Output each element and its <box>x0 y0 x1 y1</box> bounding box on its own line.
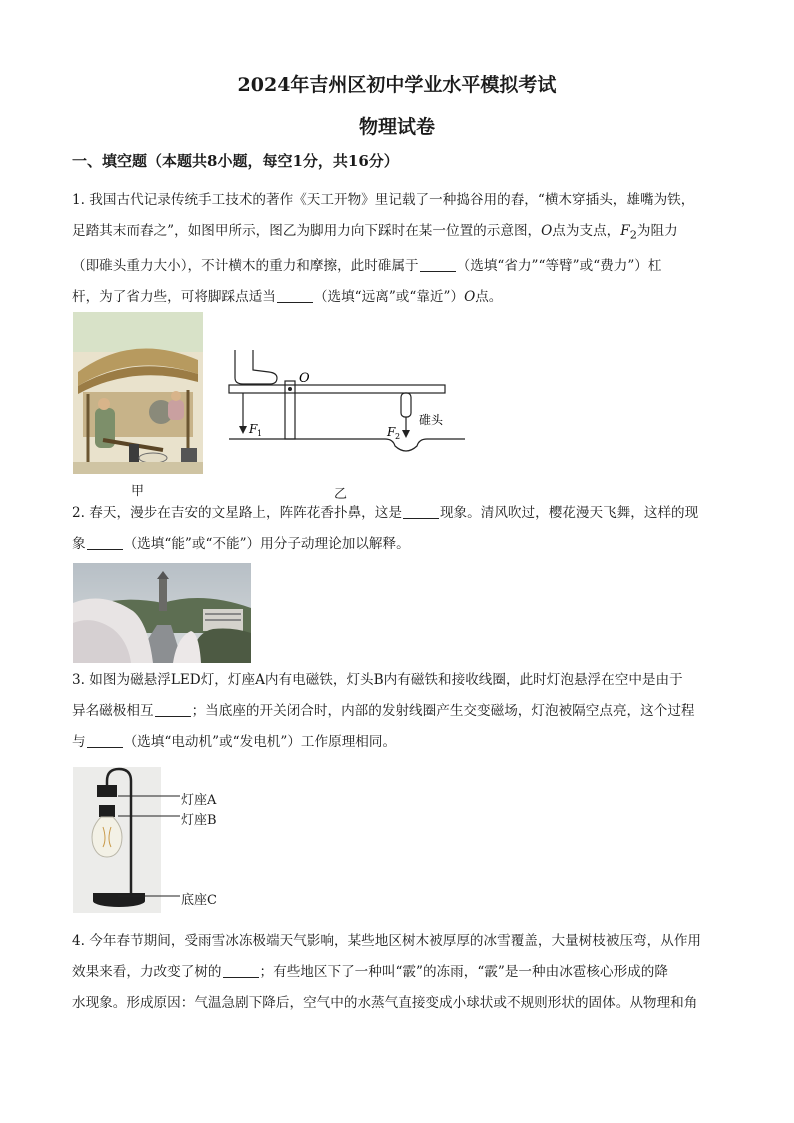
q3-line: （选填“电动机”或“发电机”）工作原理相同。 <box>123 734 397 750</box>
q3-line: 3. 如图为磁悬浮LED灯，灯座A内有电磁铁，灯头B内有磁铁和接收线圈，此时灯泡悬浮在空中是由于 <box>72 672 683 688</box>
lamp-label-b: 灯座B <box>181 813 217 828</box>
q1-line: （选填“省力”“等臂”或“费力”）杠 <box>456 257 662 274</box>
q1-symbol-o: O <box>541 223 553 239</box>
q4-line: 效果来看，力改变了树的 <box>72 964 222 980</box>
q1-symbol-f: F <box>620 223 630 239</box>
section-heading: 一、填空题（本题共8小题，每空1分，共16分） <box>72 152 399 170</box>
lamp-label-c: 底座C <box>181 893 217 908</box>
lamp-label-leaders <box>118 790 188 910</box>
q1-line: 杆，为了省力些，可将脚踩点适当 <box>72 288 276 305</box>
q4-line: 4. 今年春节期间，受雨雪冰冻极端天气影响，某些地区树木被厚厚的冰雪覆盖，大量树枝被压弯，从作用 <box>72 933 702 949</box>
cherry-blossom-street-photo <box>73 563 251 663</box>
q2-line: 象 <box>72 536 86 552</box>
exam-subtitle: 物理试卷 <box>358 116 435 138</box>
force-f1-sub: 1 <box>257 429 263 438</box>
question-2-text <box>72 498 722 560</box>
q4-line: 水现象。形成原因：气温急剧下降后，空气中的水蒸气直接变成小球状或不规则形状的固体。从物理和角 <box>72 995 698 1011</box>
answer-blank[interactable] <box>420 257 456 272</box>
q1-line: 为阻力 <box>636 223 678 239</box>
question-3-text <box>72 665 722 758</box>
q1-line: 1. 我国古代记录传统手工技术的著作《天工开物》里记载了一种捣谷用的舂，“横木穿插头，雄嘴为铁， <box>72 192 695 208</box>
force-f1-label: F <box>249 422 258 436</box>
ancient-mortar-illustration <box>73 312 203 474</box>
q1-line: 点。 <box>475 288 503 305</box>
answer-blank[interactable] <box>87 733 123 748</box>
pivot-label: O <box>299 371 310 386</box>
lever-diagram <box>225 340 475 465</box>
q1-line: 足踏其末而舂之”，如图甲所示，图乙为脚用力向下踩时在某一位置的示意图， <box>72 223 542 239</box>
force-f2-label: F <box>387 425 396 439</box>
q2-line: （选填“能”或“不能”）用分子动理论加以解释。 <box>123 536 410 552</box>
q3-line: 异名磁极相互 <box>72 703 154 719</box>
q2-line: 现象。清风吹过，樱花漫天飞舞，这样的现 <box>439 505 699 521</box>
pestle-label: 碓头 <box>419 413 444 427</box>
force-f2-sub: 2 <box>395 432 401 441</box>
lamp-label-a: 灯座A <box>181 793 217 808</box>
q1-line: 点为支点， <box>552 223 621 239</box>
q4-line: ；有些地区下了一种叫“霰”的冻雨，“霰”是一种由冰雹核心形成的降 <box>259 964 668 980</box>
q3-line: ；当底座的开关闭合时，内部的发射线圈产生交变磁场，灯泡被隔空点亮，这个过程 <box>191 703 695 719</box>
q1-line: （即碓头重力大小），不计横木的重力和摩擦，此时碓属于 <box>72 257 419 274</box>
q1-line: （选填“远离”或“靠近”） <box>313 288 465 305</box>
q3-line: 与 <box>72 734 86 750</box>
q1-symbol-o: O <box>464 288 476 305</box>
exam-title: 2024年吉州区初中学业水平模拟考试 <box>237 74 557 96</box>
answer-blank[interactable] <box>223 963 259 978</box>
question-1-text <box>72 185 722 313</box>
q1-symbol-sub: 2 <box>629 227 637 242</box>
answer-blank[interactable] <box>87 535 123 550</box>
answer-blank[interactable] <box>403 504 439 519</box>
question-4-text <box>72 926 722 1019</box>
figure-caption-yi: 乙 <box>334 487 348 502</box>
answer-blank[interactable] <box>155 702 191 717</box>
answer-blank[interactable] <box>277 288 313 303</box>
figure-caption-jia: 甲 <box>131 484 145 499</box>
q2-line: 2. 春天，漫步在吉安的文星路上，阵阵花香扑鼻，这是 <box>72 505 402 521</box>
